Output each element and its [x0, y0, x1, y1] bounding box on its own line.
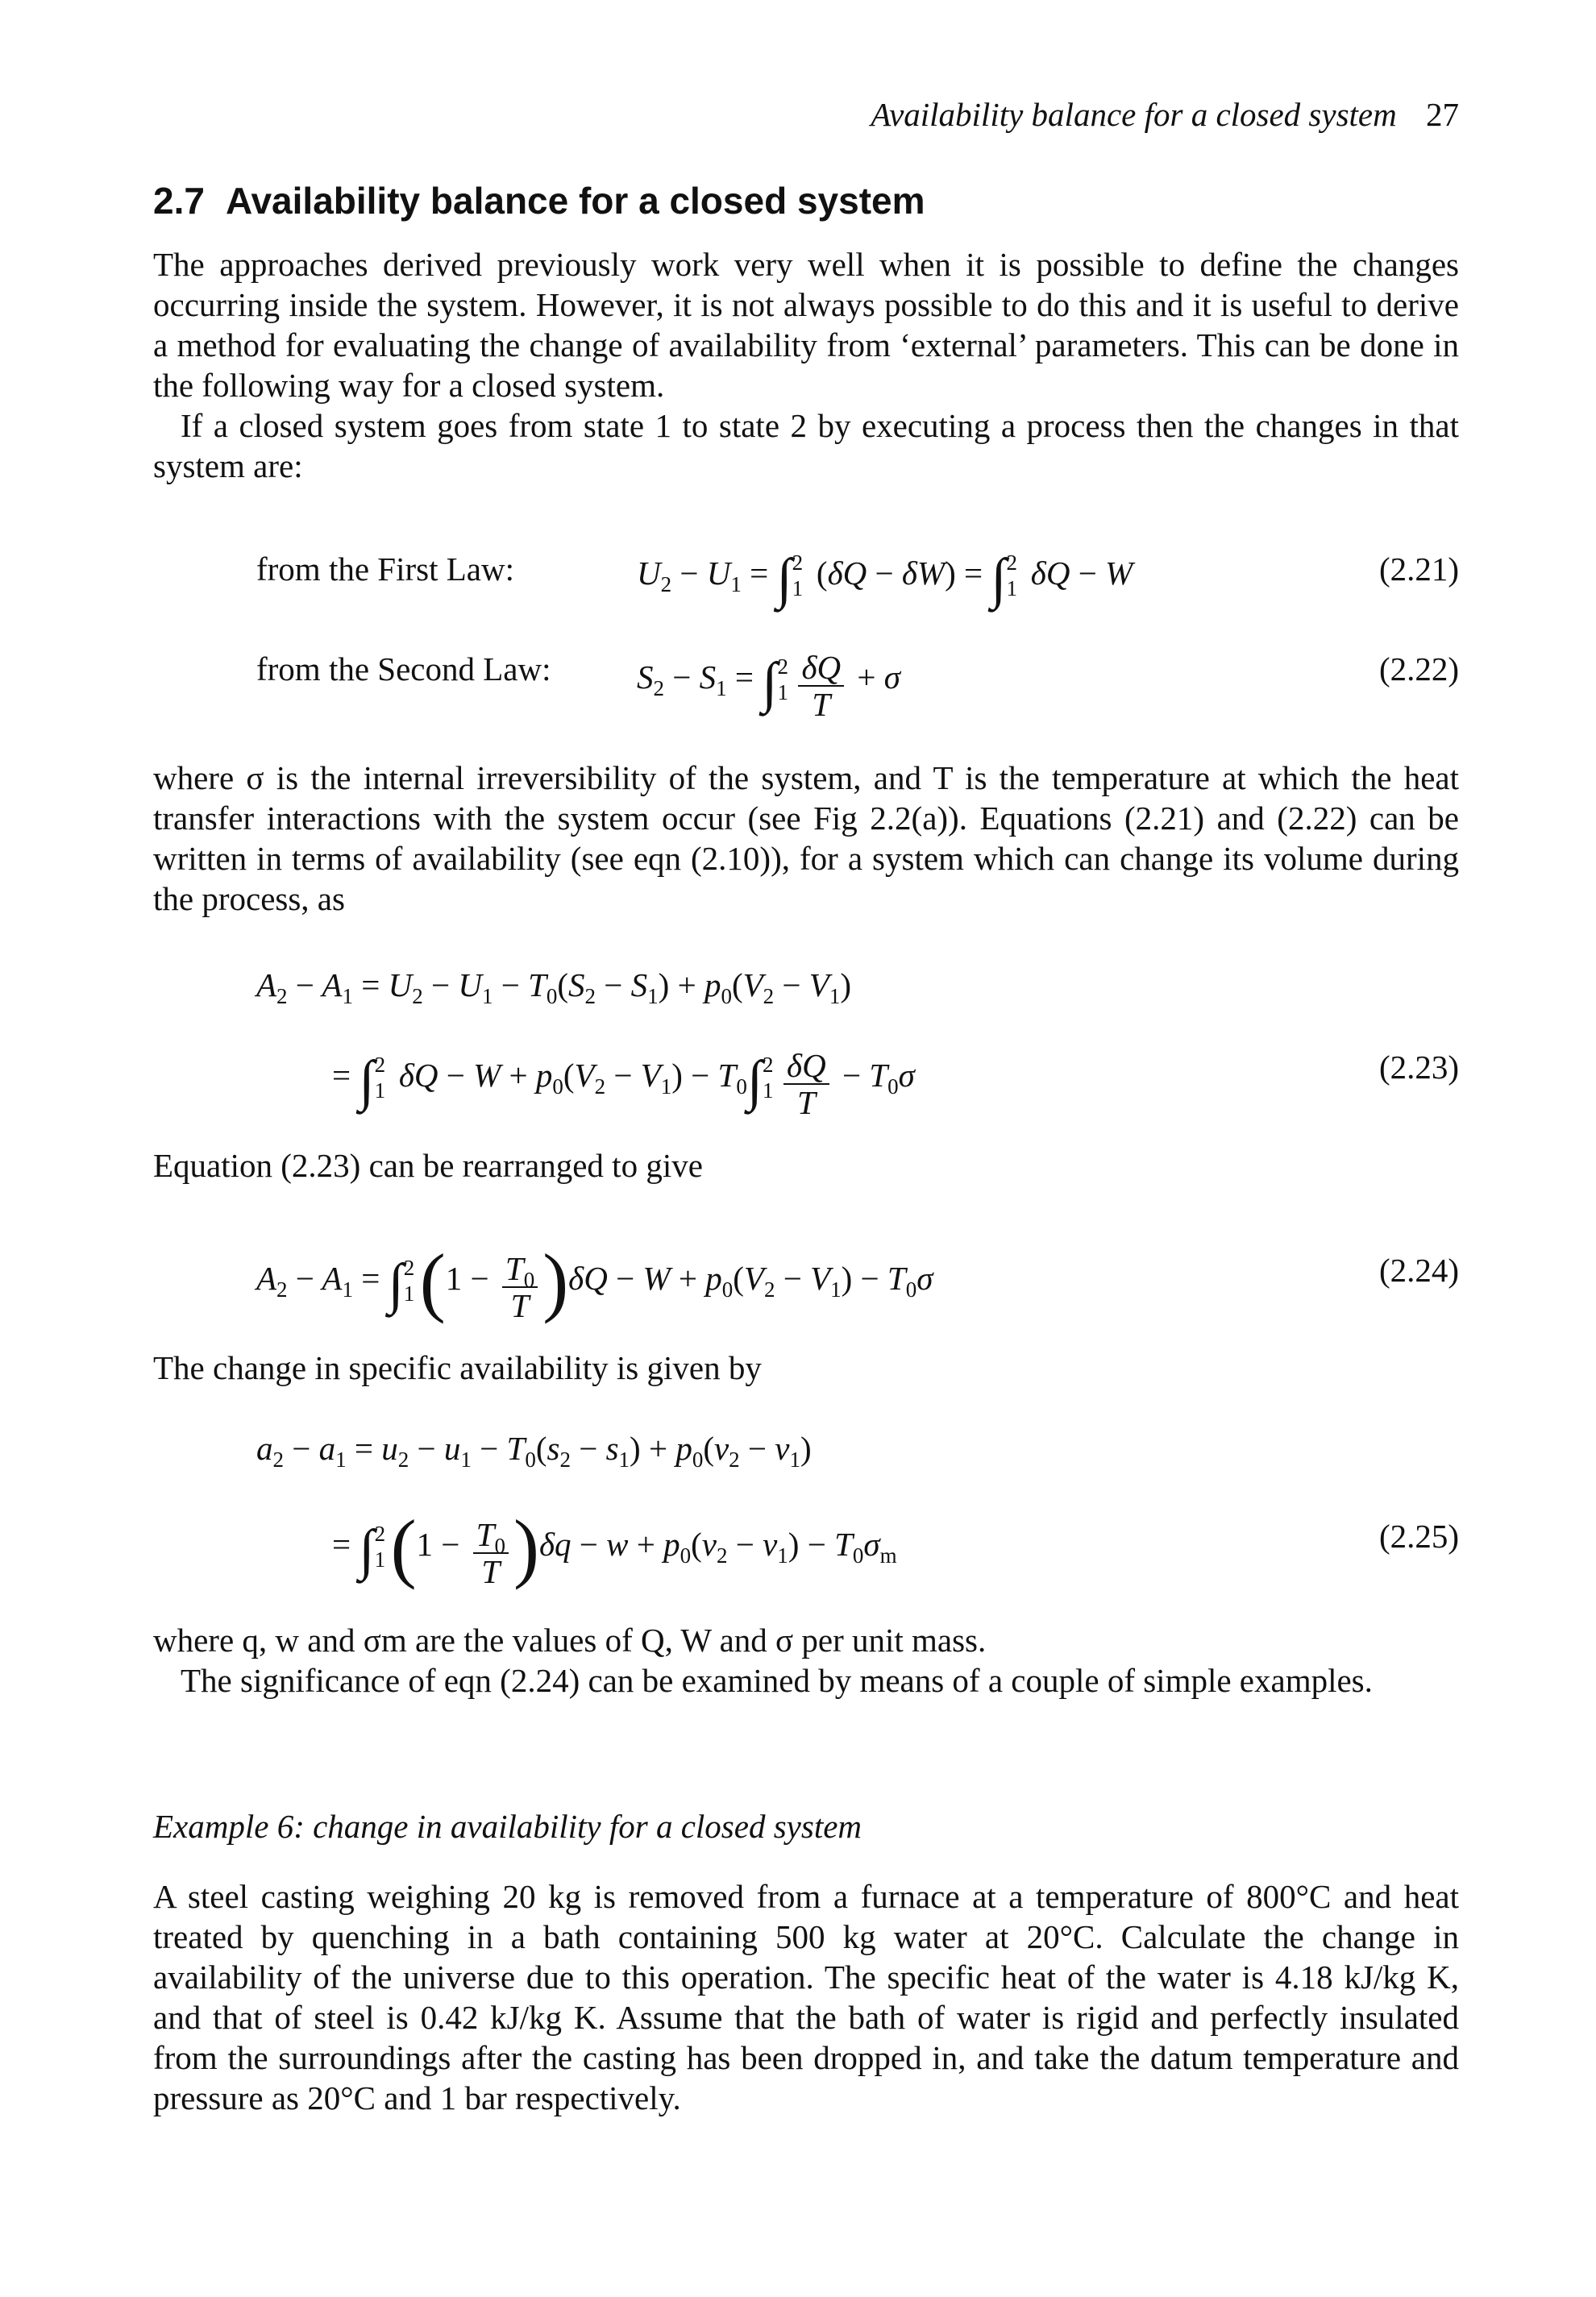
significance-paragraph: The significance of eqn (2.24) can be examined by means of a couple of simple examples. [181, 1662, 1373, 1699]
intro-paragraph: The approaches derived previously work very well when it is possible to define the changes occurring inside the system. However, it is not always possible to do this and it is useful to derive a method for evaluating the change of availability from ‘external’ parameters. This can be done in the following way for a closed system. [153, 246, 1459, 404]
equation-2-25-line1 [0, 1421, 1596, 1493]
page-number: 27 [1426, 96, 1459, 133]
second-law-formula: $S_2 - S_1$ = ∫ 2 1 $\frac{\delta Q}{T}$ + σ [637, 649, 900, 723]
specific-availability-integral: = ∫ 2 1 (1 − $\frac{T_0}{T}$ )$\delta q - w + p_0(v_2 - v_1) - T_0\sigma_m$ [332, 1504, 897, 1590]
section-heading [153, 179, 925, 222]
availability-integral-formula: = ∫ 2 1 $\delta Q - W + p_0(V_2 - V_1) - T_0\int$ 2 1 $\frac{\delta Q}{T}$ − $T_0\sigma$ [332, 1047, 915, 1121]
section-title: Availability balance for a closed system [225, 180, 925, 222]
where-sigma-paragraph: where σ is the internal irreversibility of the system, and T is the temperature at which the heat transfer interactions with the system occur (see Fig 2.2(a)). Equations (2.21) and (2.22) can be written in terms of availability (see eqn (2.10)), for a system which can change its volume during the process, as [153, 759, 1459, 917]
example-body: A steel casting weighing 20 kg is removed from a furnace at a temperature of 800°C and heat treated by quenching in a bath containing 500 kg water at 20°C. Calculate the change in availability of the universe due to this operation. The specific heat of the water is 4.18 kJ/kg K, and that of steel is 0.42 kJ/kg K. Assume that the bath of water is rigid and perfectly insulated from the surroundings after the casting has been dropped in, and take the datum temperature and pressure as 20°C and 1 bar respectively. [153, 1878, 1459, 2116]
equation-2-23 [0, 1032, 1596, 1121]
equation-2-24 [0, 1235, 1596, 1324]
equation-2-21 [0, 534, 1596, 610]
rearranged-formula: $A_2 - A_1$ = ∫ 2 1 (1 − $\frac{T_0}{T}$ )$\delta Q - W + p_0(V_2 - V_1) - T_0\sigma$ [256, 1238, 933, 1324]
equation-2-25 [0, 1501, 1596, 1590]
rearranged-paragraph: Equation (2.23) can be rearranged to give [153, 1147, 703, 1184]
running-head [871, 95, 1459, 134]
first-law-formula: $U_2 - U_1$ = ∫ 2 1 (δQ − δW) = ∫ 2 1 δQ − W [637, 548, 1133, 610]
equation-number: (2.24) [1378, 1252, 1459, 1289]
availability-change-formula: $A_2 - A_1 = U_2 - U_1 - T_0(S_2 - S_1) + p_0(V_2 - V_1)$ [256, 966, 851, 1008]
closed-system-paragraph: If a closed system goes from state 1 to state 2 by executing a process then the changes in that system are: [153, 407, 1459, 484]
equation-2-22 [0, 633, 1596, 723]
equation-number: (2.21) [1378, 550, 1459, 588]
section-number: 2.7 [153, 180, 205, 222]
specific-paragraph: The change in specific availability is given by [153, 1349, 762, 1386]
specific-availability-formula: $a_2 - a_1 = u_2 - u_1 - T_0(s_2 - s_1) + p_0(v_2 - v_1)$ [256, 1430, 812, 1472]
equation-2-23-line1 [0, 957, 1596, 1030]
equation-number: (2.22) [1378, 650, 1459, 687]
equation-number: (2.25) [1378, 1518, 1459, 1555]
example-title: Example 6: change in availability for a closed system [153, 1808, 862, 1845]
equation-number: (2.23) [1378, 1049, 1459, 1086]
running-head-title: Availability balance for a closed system [871, 96, 1397, 133]
first-law-label: from the First Law: [256, 550, 514, 588]
second-law-label: from the Second Law: [256, 650, 551, 687]
where-q-paragraph: where q, w and σm are the values of Q, W and σ per unit mass. [153, 1622, 987, 1659]
